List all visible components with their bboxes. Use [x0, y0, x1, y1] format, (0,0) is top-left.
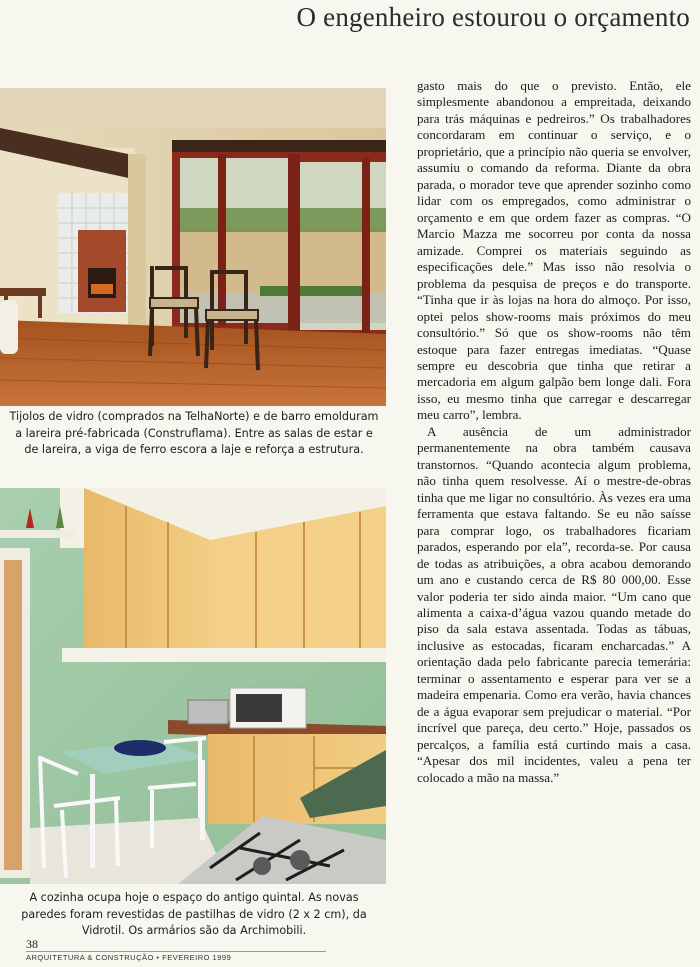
sliding-glass-doors — [172, 140, 386, 338]
article-paragraph: A ausência de um administrador permanentemente na obra também causava transtornos. “Quando acontecia algum problema, não tinha quem resolvesse. Aí o mestre-de-obras tinha que me ligar no consultório. Às vezes era uma ferramenta que estava faltando. Se eu não saísse para comprar logo, os trabalhadores ficariam parados, esperando por ela”, recorda-se. Por causa de todas as atribuições, a obra acabou demorando um ano e custando cerca de R$ 80 000,00. Esse valor poderia ter sido ainda maior. “Um cano que alimenta a caixa-d’água vazou quando metade do piso da sala estava assentada. Todas as tábuas, inclusive as estocadas, ficaram encharcadas.” A orientação dada pelo fabricante parecia temerária: terminar o assentamento e esperar para ver se a madeira empenaria. Como era verão, havia chances de a água evaporar sem prejudicar o material. “Por incrível que pareça, deu certo.” Hoje, passados os percalços, a família está curtindo mais a casa. “Apesar dos mil incidentes, valeu a pena ter colocado a mão na massa.” — [417, 423, 691, 785]
footer-divider — [26, 951, 326, 952]
kitchen-photo — [0, 488, 386, 884]
kitchen-illustration — [0, 488, 386, 884]
article-body — [417, 78, 691, 786]
brick-fireplace — [78, 230, 126, 312]
kitchen-caption: A cozinha ocupa hoje o espaço do antigo quintal. As novas paredes foram revestidas de pastilhas de vidro (2 x 2 cm), da Vidrotil. Os armários são da Archimobili. — [21, 891, 367, 937]
headline: O engenheiro estourou o orçamento — [296, 2, 690, 32]
page-number: 38 — [26, 937, 38, 951]
living-room-caption: Tijolos de vidro (comprados na TelhaNorte) e de barro emolduram a lareira pré-fabricada (Construflama). Entre as salas de estar e de lareira, a viga de ferro escora a laje e reforça a estrutura. — [9, 410, 379, 456]
article-paragraph: gasto mais do que o previsto. Então, ele simplesmente abandonou a empreitada, deixando para trás máquinas e pedreiros.” Os trabalhadores concordaram em continuar o serviço, e o proprietário, que a princípio não queria se envolver, assumiu o comando da reforma. Diante da obra parada, o morador teve que aprender sozinho como lidar com os empregados, como administrar o orçamento e em que ordem fazer as compras. “O Marcio Mazza me socorreu por conta da nossa amizade. Comprei os materiais seguindo as especificações dele.” Mas isso não resolvia o problema da pesquisa de preços e do transporte. “Tinha que ir às lojas na hora do almoço. Por isso, optei pelos show-rooms mais próximos do meu consultório.” Só que os show-rooms não têm estoque para fazer entregas imediatas. “Quase sempre eu descobria que tinha que retirar a mercadoria em algum galpão bem longe dali. Fora isso, eu mesmo tinha que carregar e descarregar meu carro”, lembra. — [417, 78, 691, 423]
publication-footer: ARQUITETURA & CONSTRUÇÃO • FEVEREIRO 1999 — [26, 953, 232, 962]
living-room-illustration — [0, 88, 386, 406]
living-room-photo — [0, 88, 386, 406]
